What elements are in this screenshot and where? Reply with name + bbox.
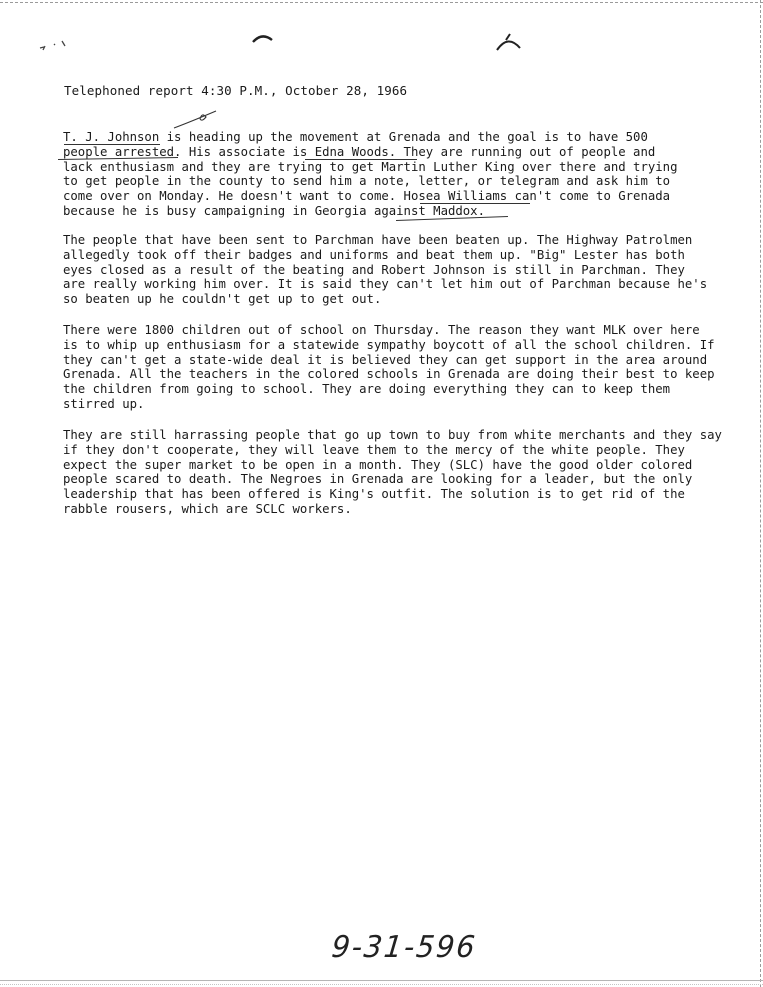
text-line: lack enthusiasm and they are trying to get Martin Luther King over there and trying: [63, 159, 678, 174]
text-line: They are still harrassing people that go up town to buy from white merchants and they say: [63, 428, 722, 442]
text-line: T. J. Johnson is heading up the movement at Grenada and the goal is to have 500: [63, 130, 648, 144]
handwritten-file-number: 9-31-596: [329, 930, 479, 965]
text-line: leadership that has been offered is King's outfit. The solution is to get rid of the: [63, 487, 685, 502]
text-line: so beaten up he couldn't get up to get out.: [63, 292, 382, 307]
text-line: people scared to death. The Negroes in Grenada are looking for a leader, but the only: [63, 472, 693, 487]
stray-mark-left: [38, 38, 78, 54]
paragraph-4: [63, 428, 722, 517]
text-line: the children from going to school. They are doing everything they can to keep them: [63, 382, 671, 397]
text-line: they can't get a state-wide deal it is believed they can get support in the area around: [63, 352, 708, 367]
text-line: is to whip up enthusiasm for a statewide sympathy boycott of all the school children. If: [63, 337, 715, 352]
right-edge-border: [760, 0, 761, 987]
punch-mark-center: [250, 30, 276, 46]
text-line: come over on Monday. He doesn't want to come. Hosea Williams can't come to Grenada: [63, 189, 671, 204]
text-line: The people that have been sent to Parchman have been beaten up. The Highway Patrolmen: [63, 233, 693, 247]
pencil-check-mark: [170, 108, 220, 132]
paragraph-3: [63, 323, 715, 412]
text-line: expect the super market to be open in a month. They (SLC) have the good older colored: [63, 457, 693, 472]
underline-name: [64, 144, 160, 145]
text-line: to get people in the county to send him a note, letter, or telegram and ask him to: [63, 174, 671, 189]
underline-associate: [305, 159, 417, 160]
report-heading: Telephoned report 4:30 P.M., October 28, 1966: [64, 83, 408, 98]
text-line: because he is busy campaigning in Georgia against Maddox.: [63, 203, 485, 218]
text-line: people arrested. His associate is Edna Woods. They are running out of people and: [63, 144, 656, 159]
text-line: rabble rousers, which are SCLC workers.: [63, 501, 352, 516]
paragraph-2: [63, 233, 707, 307]
underline-williams: [420, 203, 530, 204]
punch-mark-right: [494, 32, 524, 54]
text-line: eyes closed as a result of the beating and Robert Johnson is still in Parchman. They: [63, 262, 685, 277]
text-line: if they don't cooperate, they will leave them to the mercy of the white people. They: [63, 442, 685, 457]
text-line: allegedly took off their badges and uniforms and beat them up. "Big" Lester has both: [63, 247, 685, 262]
bottom-edge-rule: [0, 980, 763, 981]
text-line: are really working him over. It is said they can't let him out of Parchman because he's: [63, 277, 708, 292]
text-line: There were 1800 children out of school on Thursday. The reason they want MLK over here: [63, 323, 700, 337]
text-line: Grenada. All the teachers in the colored schools in Grenada are doing their best to keep: [63, 367, 715, 382]
text-line: stirred up.: [63, 396, 145, 411]
bottom-edge-dotted: [0, 984, 763, 985]
top-edge-border: [0, 2, 763, 3]
